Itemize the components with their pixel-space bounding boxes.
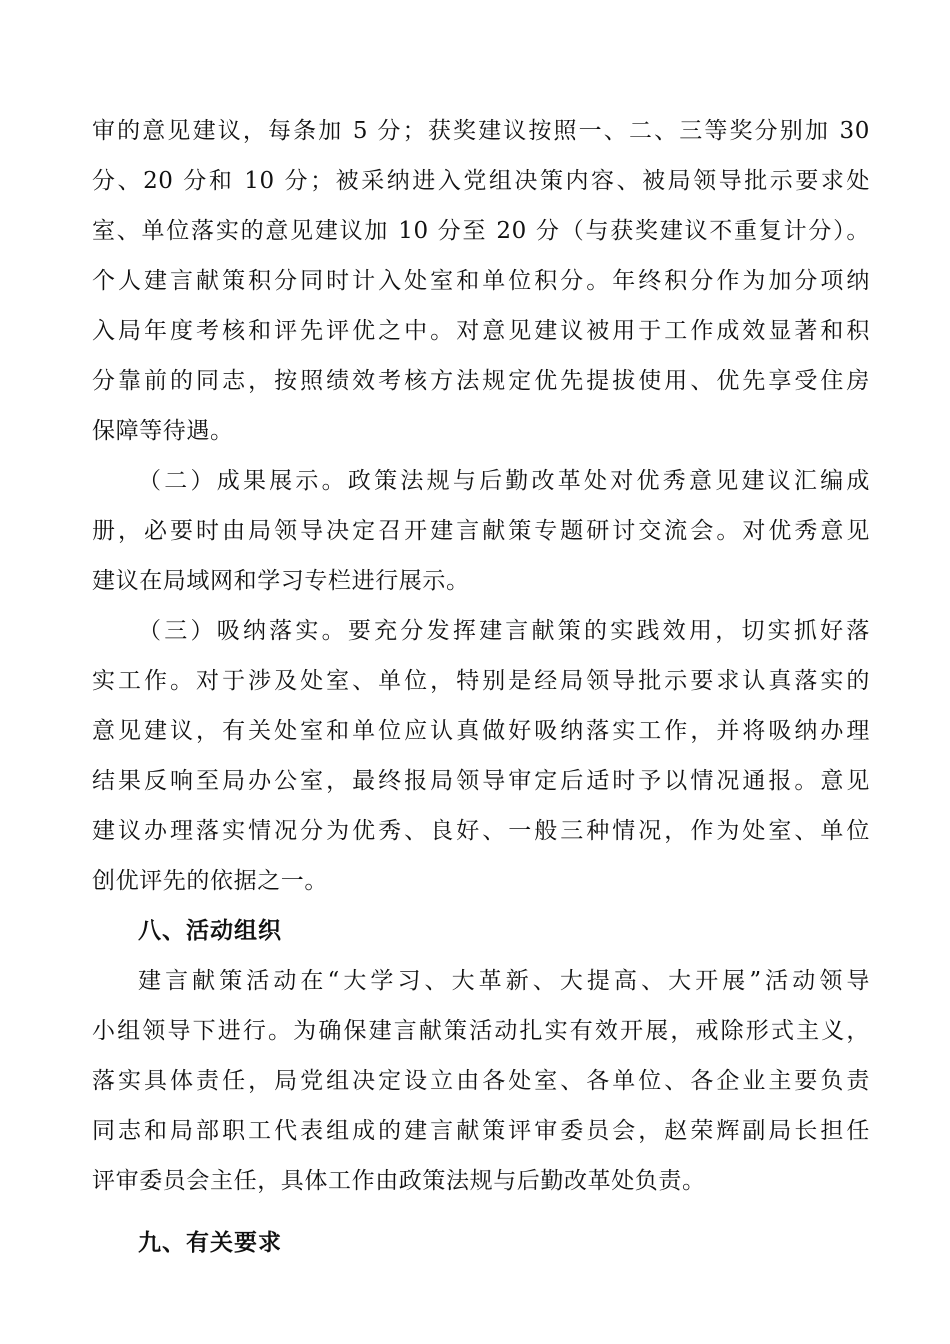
text-line: 评审委员会主任，具体工作由政策法规与后勤改革处负责。 xyxy=(92,1168,706,1194)
text-line: 审的意见建议，每条加 5 分；获奖建议按照一、二、三等奖分别加 30 xyxy=(92,118,870,144)
text-line: 建言献策活动在“大学习、大革新、大提高、大开展”活动领导 xyxy=(138,968,870,994)
text-line: 小组领导下进行。为确保建言献策活动扎实有效开展，戒除形式主义， xyxy=(92,1018,870,1044)
text-line: 结果反响至局办公室，最终报局领导审定后适时予以情况通报。意见 xyxy=(92,768,870,794)
section-heading-requirements: 九、有关要求 xyxy=(138,1230,282,1256)
paragraph-scoring xyxy=(92,106,870,456)
paragraph-organization xyxy=(92,956,870,1206)
text-line: 入局年度考核和评先评优之中。对意见建议被用于工作成效显著和积 xyxy=(92,318,870,344)
text-line: 分靠前的同志，按照绩效考核方法规定优先提拔使用、优先享受住房 xyxy=(92,368,870,394)
text-line: 个人建言献策积分同时计入处室和单位积分。年终积分作为加分项纳 xyxy=(92,268,870,294)
spacer xyxy=(92,1206,870,1218)
text-line: 册，必要时由局领导决定召开建言献策专题研讨交流会。对优秀意见 xyxy=(92,518,870,544)
text-line: 室、单位落实的意见建议加 10 分至 20 分（与获奖建议不重复计分）。 xyxy=(92,218,870,244)
text-line: 创优评先的依据之一。 xyxy=(92,868,328,894)
text-line: 同志和局部职工代表组成的建言献策评审委员会，赵荣辉副局长担任 xyxy=(92,1118,870,1144)
paragraph-achievement-display xyxy=(92,456,870,606)
text-line: 分、20 分和 10 分；被采纳进入党组决策内容、被局领导批示要求处 xyxy=(92,168,870,194)
text-line: 建议办理落实情况分为优秀、良好、一般三种情况，作为处室、单位 xyxy=(92,818,870,844)
text-line: （二）成果展示。政策法规与后勤改革处对优秀意见建议汇编成 xyxy=(138,468,870,494)
text-line: 保障等待遇。 xyxy=(92,418,234,444)
text-line: 落实具体责任，局党组决定设立由各处室、各单位、各企业主要负责 xyxy=(92,1068,870,1094)
paragraph-adoption xyxy=(92,606,870,906)
text-line: 实工作。对于涉及处室、单位，特别是经局领导批示要求认真落实的 xyxy=(92,668,870,694)
text-line: （三）吸纳落实。要充分发挥建言献策的实践效用，切实抓好落 xyxy=(138,618,870,644)
section-heading-activity-organization: 八、活动组织 xyxy=(138,918,282,944)
text-line: 意见建议，有关处室和单位应认真做好吸纳落实工作，并将吸纳办理 xyxy=(92,718,870,744)
text-line: 建议在局域网和学习专栏进行展示。 xyxy=(92,568,470,594)
